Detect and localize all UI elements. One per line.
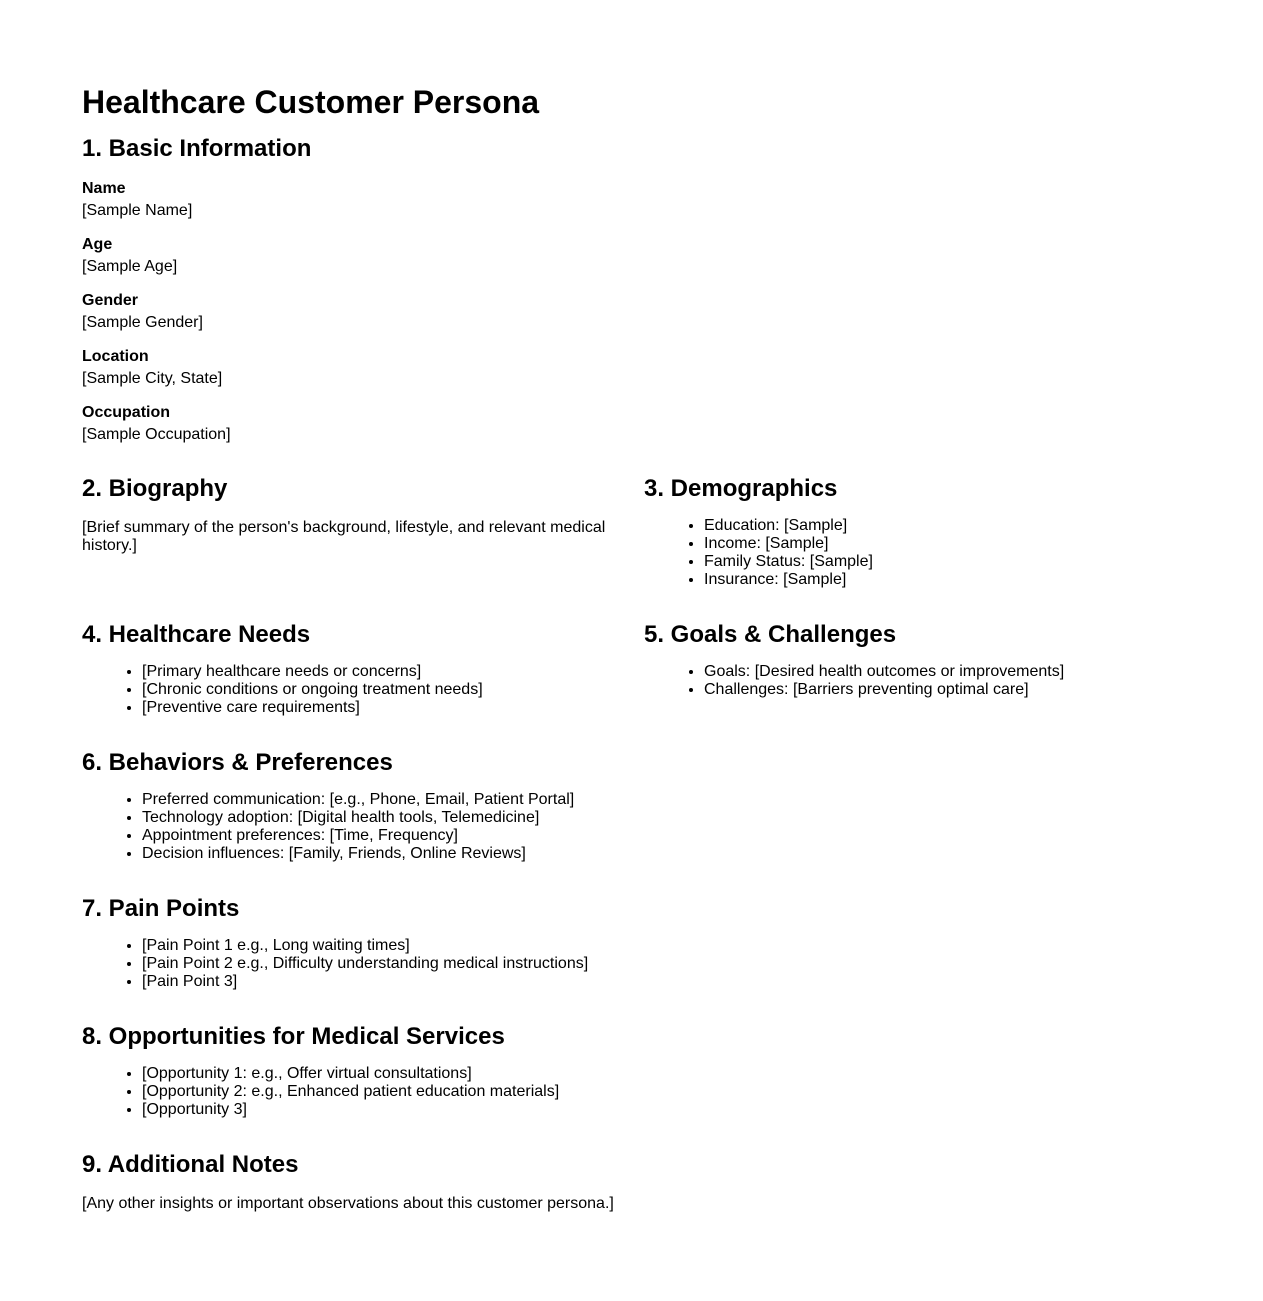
section-healthcare-needs — [82, 621, 644, 717]
opportunities-list — [82, 1065, 1202, 1119]
list-item: • Goals: [Desired health outcomes or improvements] — [704, 663, 1204, 681]
demographics-list — [644, 517, 1204, 589]
biography-text: [Brief summary of the person's background, lifestyle, and relevant medical history.] — [82, 519, 606, 554]
list-item: • [Opportunity 1: e.g., Offer virtual consultations] — [142, 1065, 1202, 1083]
list-item: • Technology adoption: [Digital health tools, Telemedicine] — [142, 809, 1202, 827]
list-item: • [Pain Point 2 e.g., Difficulty understanding medical instructions] — [142, 955, 1202, 973]
section-opportunities — [82, 1023, 1202, 1119]
section-heading: 1. Basic Information — [82, 135, 312, 162]
additional-notes-text: [Any other insights or important observations about this customer persona.] — [82, 1195, 614, 1212]
field-value-age: [Sample Age] — [82, 258, 178, 275]
field-label-age: Age — [82, 236, 113, 253]
section-biography — [82, 475, 644, 589]
field-label-occupation: Occupation — [82, 404, 171, 421]
list-item: • Insurance: [Sample] — [704, 571, 1204, 589]
list-item: • Family Status: [Sample] — [704, 553, 1204, 571]
section-heading: 6. Behaviors & Preferences — [82, 749, 393, 776]
section-demographics — [644, 475, 1204, 589]
field-value-location: [Sample City, State] — [82, 370, 223, 387]
section-heading: 8. Opportunities for Medical Services — [82, 1023, 505, 1050]
list-item: • [Primary healthcare needs or concerns] — [142, 663, 644, 681]
field-label-gender: Gender — [82, 292, 139, 309]
list-item: • [Opportunity 2: e.g., Enhanced patient education materials] — [142, 1083, 1202, 1101]
pain-points-list — [82, 937, 1202, 991]
section-heading: 2. Biography — [82, 475, 228, 502]
goals-challenges-list — [644, 663, 1204, 699]
section-pain-points — [82, 895, 1202, 991]
section-basic-information — [82, 135, 1202, 444]
list-item: • [Pain Point 1 e.g., Long waiting times] — [142, 937, 1202, 955]
field-value-occupation: [Sample Occupation] — [82, 426, 231, 443]
page-title: Healthcare Customer Persona — [82, 84, 540, 120]
section-heading: 5. Goals & Challenges — [644, 621, 897, 648]
section-goals-challenges — [644, 621, 1204, 717]
healthcare-needs-list — [82, 663, 644, 717]
two-column-grid — [82, 444, 1202, 717]
field-value-gender: [Sample Gender] — [82, 314, 203, 331]
list-item: • [Pain Point 3] — [142, 973, 1202, 991]
section-additional-notes — [82, 1151, 1202, 1213]
field-label-name: Name — [82, 180, 126, 197]
section-heading: 9. Additional Notes — [82, 1151, 299, 1178]
list-item: • [Chronic conditions or ongoing treatment needs] — [142, 681, 644, 699]
list-item: • Appointment preferences: [Time, Frequency] — [142, 827, 1202, 845]
field-label-location: Location — [82, 348, 149, 365]
list-item: • Income: [Sample] — [704, 535, 1204, 553]
section-heading: 7. Pain Points — [82, 895, 240, 922]
list-item: • [Opportunity 3] — [142, 1101, 1202, 1119]
list-item: • Challenges: [Barriers preventing optimal care] — [704, 681, 1204, 699]
list-item: • [Preventive care requirements] — [142, 699, 644, 717]
list-item: • Education: [Sample] — [704, 517, 1204, 535]
section-behaviors-preferences — [82, 749, 1202, 863]
list-item: • Preferred communication: [e.g., Phone, Email, Patient Portal] — [142, 791, 1202, 809]
list-item: • Decision influences: [Family, Friends, Online Reviews] — [142, 845, 1202, 863]
section-heading: 3. Demographics — [644, 475, 838, 502]
section-heading: 4. Healthcare Needs — [82, 621, 311, 648]
field-value-name: [Sample Name] — [82, 202, 193, 219]
behaviors-list — [82, 791, 1202, 863]
